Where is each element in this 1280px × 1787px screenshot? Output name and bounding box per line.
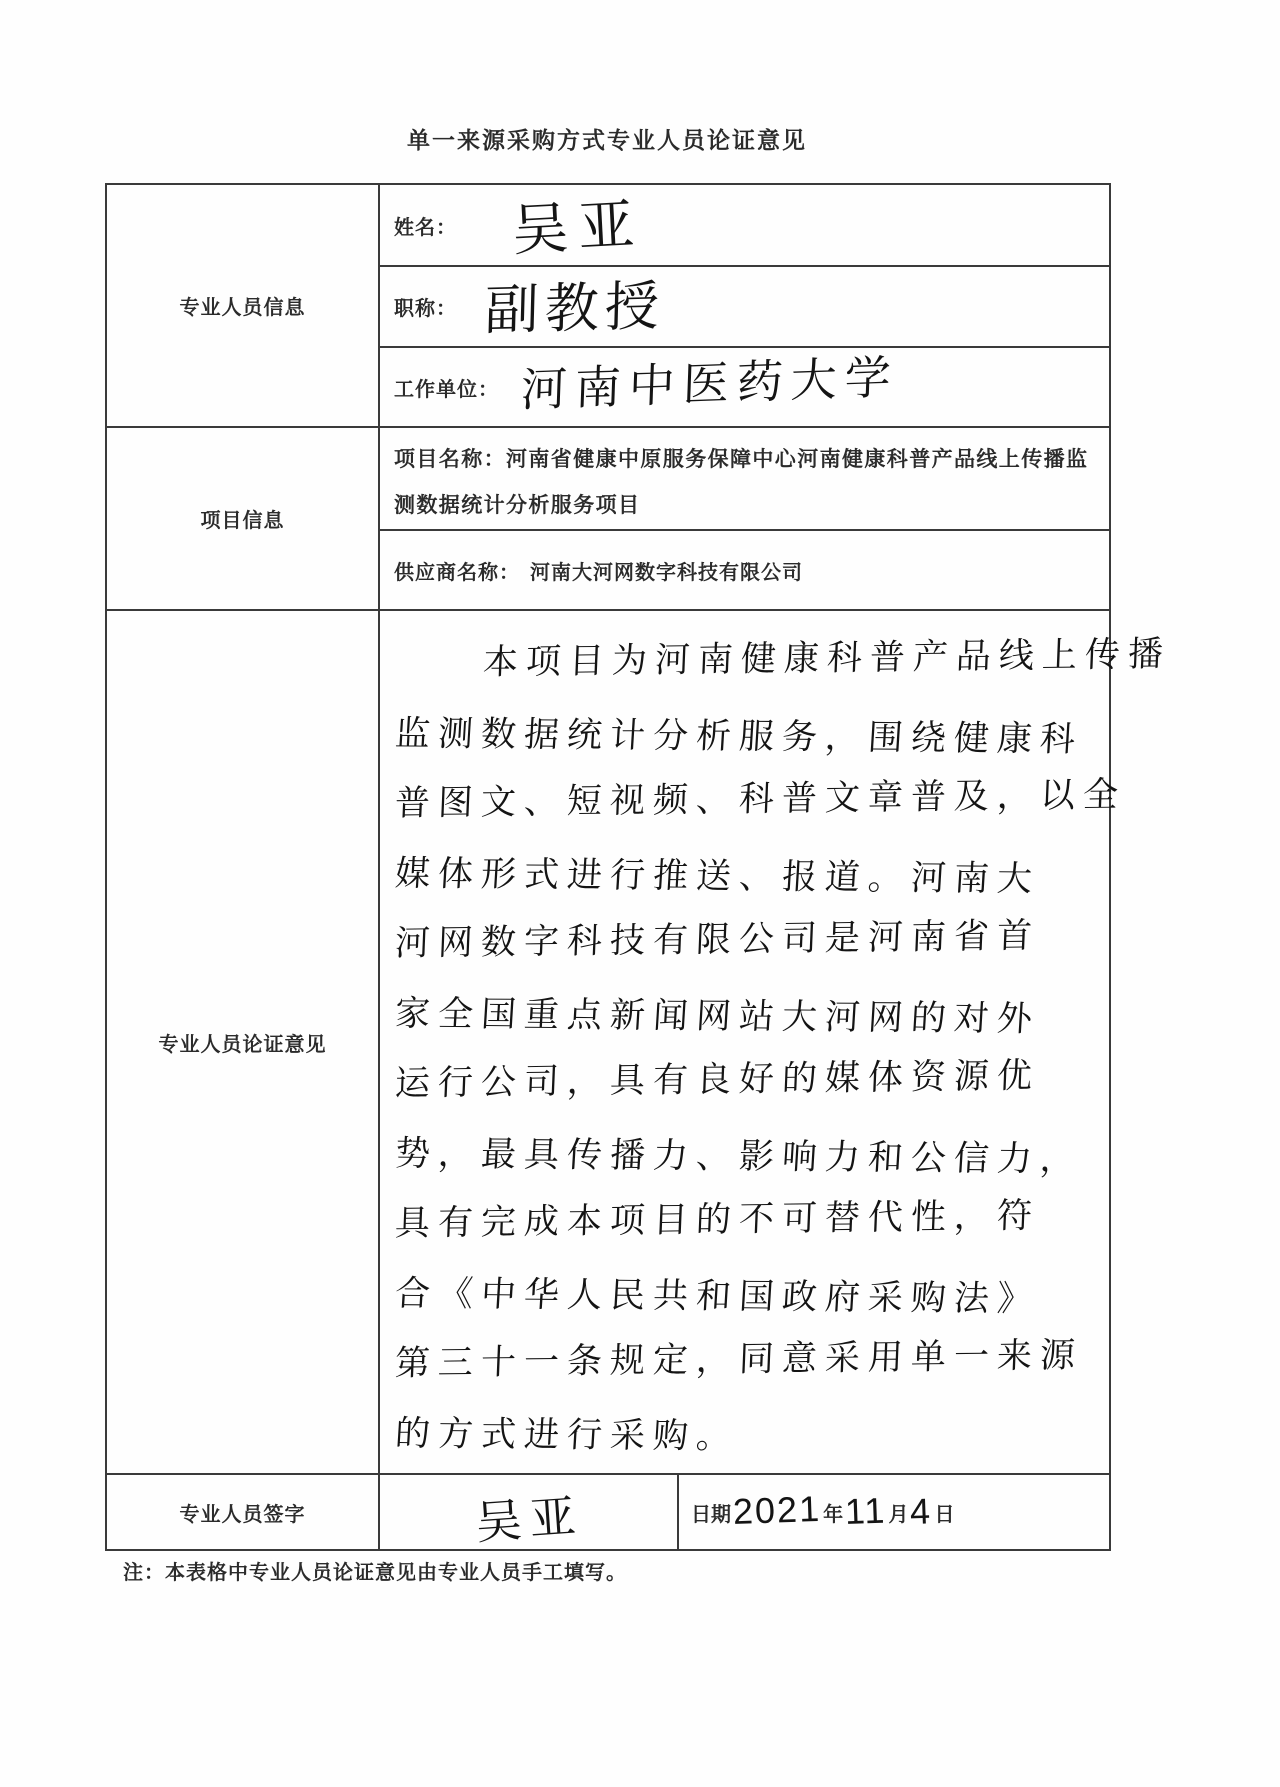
date-row [679, 1487, 1109, 1533]
name-field-row [380, 185, 1109, 265]
date-month-value: 11 [844, 1489, 888, 1532]
opinion-line: 具有完成本项目的不可替代性，符 [394, 1196, 1041, 1244]
row-opinion [106, 610, 1110, 1474]
opinion-line: 本项目为河南健康科普产品线上传播 [482, 634, 1172, 682]
date-month-suffix: 月 [888, 1503, 909, 1526]
workunit-handwritten-value: 河南中医药大学 [519, 350, 900, 417]
jobtitle-cell [379, 266, 1110, 347]
jobtitle-handwritten-value: 副教授 [484, 276, 666, 342]
signature-cell [379, 1474, 678, 1550]
date-year-suffix: 年 [823, 1503, 844, 1526]
name-label: 姓名： [394, 216, 457, 239]
section-label-personnel-info: 专业人员信息 [106, 184, 379, 427]
opinion-line: 普图文、短视频、科普文章普及，以全 [394, 775, 1127, 824]
opinion-line: 合《中华人民共和国政府采购法》 [393, 1274, 1042, 1319]
opinion-handwritten-block [379, 610, 1172, 1474]
signature-handwritten-value: 吴亚 [473, 1489, 585, 1549]
name-handwritten-value: 吴亚 [510, 192, 646, 262]
opinion-line: 河网数字科技有限公司是河南省首 [394, 916, 1041, 964]
footer-note: 注：本表格中专业人员论证意见由专业人员手工填写。 [123, 1562, 627, 1584]
project-name-cell [379, 427, 1110, 530]
date-day-value: 4 [909, 1490, 934, 1532]
name-cell [379, 184, 1110, 266]
row-name [106, 184, 1110, 266]
opinion-line: 运行公司，具有良好的媒体资源优 [394, 1056, 1041, 1104]
opinion-line: 媒体形式进行推送、报道。河南大 [393, 854, 1042, 899]
workunit-field-row [380, 350, 1109, 420]
supplier-label: 供应商名称： [394, 561, 520, 584]
jobtitle-field-row [380, 268, 1109, 345]
project-name-label: 项目名称： [394, 448, 506, 471]
date-cell [678, 1474, 1110, 1550]
supplier-field-row [380, 556, 1109, 585]
workunit-cell [379, 347, 1110, 427]
opinion-line: 监测数据统计分析服务，围绕健康科 [393, 714, 1085, 759]
jobtitle-label: 职称： [394, 298, 457, 320]
opinion-line: 第三十一条规定，同意采用单一来源 [394, 1335, 1084, 1384]
section-label-signature: 专业人员签字 [106, 1474, 379, 1550]
opinion-line: 家全国重点新闻网站大河网的对外 [393, 994, 1042, 1039]
section-label-opinion: 专业人员论证意见 [106, 610, 379, 1474]
date-label: 日期 [691, 1503, 731, 1526]
form-table [105, 183, 1172, 1551]
section-label-project-info: 项目信息 [106, 427, 379, 610]
opinion-line: 势，最具传播力、影响力和公信力， [393, 1134, 1085, 1179]
date-day-suffix: 日 [934, 1503, 955, 1526]
workunit-label: 工作单位： [394, 378, 499, 401]
document-title: 单一来源采购方式专业人员论证意见 [407, 127, 807, 153]
supplier-value: 河南大河网数字科技有限公司 [530, 561, 803, 584]
supplier-cell [379, 530, 1110, 610]
project-name-value: 河南省健康中原服务保障中心河南健康科普产品线上传播监测数据统计分析服务项目 [394, 448, 1089, 517]
date-year-value: 2021 [732, 1487, 822, 1532]
opinion-line: 的方式进行采购。 [393, 1414, 741, 1456]
row-signature [106, 1474, 1110, 1550]
row-project-name [106, 427, 1110, 530]
